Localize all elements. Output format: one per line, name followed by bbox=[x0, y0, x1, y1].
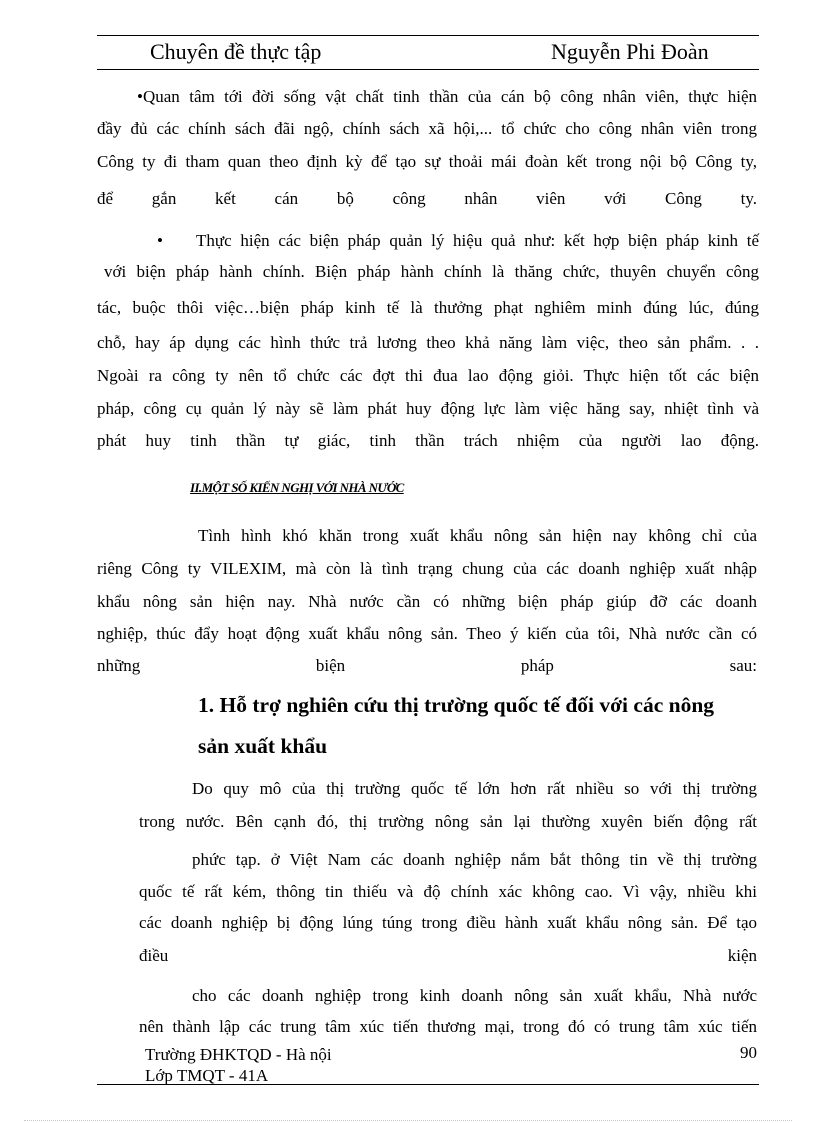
body-line-17: Do quy mô của thị trường quốc tế lớn hơn rất nhiều so với thị trường bbox=[192, 779, 757, 798]
body-line-1: •Quan tâm tới đời sống vật chất tinh thần của cán bộ công nhân viên, thực hiện bbox=[137, 87, 757, 106]
body-line-18: trong nước. Bên cạnh đó, thị trường nông sản lại thường xuyên biến động rất bbox=[139, 812, 757, 831]
subheading-line-1: 1. Hỗ trợ nghiên cứu thị trường quốc tế đối với các nông bbox=[198, 693, 715, 717]
section-heading: II.MỘT SỐ KIẾN NGHỊ VỚI NHÀ NƯỚC bbox=[190, 480, 404, 495]
footer-page-number: 90 bbox=[740, 1043, 757, 1062]
body-line-20: quốc tế rất kém, thông tin thiếu và độ chính xác không cao. Vì vậy, nhiều khi bbox=[139, 882, 757, 901]
subheading-line-2: sản xuất khẩu bbox=[198, 734, 328, 758]
header-left-title: Chuyên đề thực tập bbox=[150, 39, 322, 64]
body-line-9: Ngoài ra công ty nên tổ chức các đợt thi đua lao động giỏi. Thực hiện tốt các biện bbox=[97, 366, 759, 385]
body-line-16: những biện pháp sau: bbox=[97, 656, 757, 675]
page-bottom-dotted-border bbox=[24, 1120, 792, 1121]
body-line-5: Thực hiện các biện pháp quản lý hiệu quả như: kết hợp biện pháp kinh tế bbox=[196, 231, 759, 250]
footer-class: Lớp TMQT - 41A bbox=[145, 1066, 269, 1085]
body-line-21: các doanh nghiệp bị động lúng túng trong điều hành xuất khẩu nông sản. Để tạo bbox=[139, 913, 757, 932]
body-line-23: cho các doanh nghiệp trong kinh doanh nông sản xuất khẩu, Nhà nước bbox=[192, 986, 757, 1005]
header-right-author: Nguyễn Phi Đoàn bbox=[551, 39, 709, 64]
footer-school: Trường ĐHKTQD - Hà nội bbox=[145, 1045, 332, 1064]
body-line-24: nên thành lập các trung tâm xúc tiến thương mại, trong đó có trung tâm xúc tiến bbox=[139, 1017, 757, 1036]
body-line-13: riêng Công ty VILEXIM, mà còn là tình trạng chung của các doanh nghiệp xuất nhập bbox=[97, 559, 757, 578]
header-top-rule bbox=[97, 35, 759, 36]
body-line-11: phát huy tinh thần tự giác, tinh thần trách nhiệm của người lao động. bbox=[97, 431, 759, 450]
footer-rule bbox=[97, 1084, 759, 1085]
body-line-6: với biện pháp hành chính. Biện pháp hành chính là thăng chức, thuyên chuyển công bbox=[104, 262, 759, 281]
body-line-3: Công ty đi tham quan theo định kỳ để tạo sự thoải mái đoàn kết trong nội bộ Công ty, bbox=[97, 152, 757, 171]
body-line-2: đầy đủ các chính sách đãi ngộ, chính sách xã hội,... tổ chức cho công nhân viên trong bbox=[97, 119, 757, 138]
body-line-4: để gắn kết cán bộ công nhân viên với Công ty. bbox=[97, 189, 757, 208]
body-line-10: pháp, công cụ quản lý này sẽ làm phát huy động lực làm việc hăng say, nhiệt tình và bbox=[97, 399, 759, 418]
body-line-15: nghiệp, thúc đẩy hoạt động xuất khẩu nông sản. Theo ý kiến của tôi, Nhà nước cần có bbox=[97, 624, 757, 643]
bullet-marker: • bbox=[157, 231, 163, 250]
body-line-12: Tình hình khó khăn trong xuất khẩu nông sản hiện nay không chỉ của bbox=[198, 526, 757, 545]
body-line-22: điều kiện bbox=[139, 946, 757, 965]
body-line-8: chỗ, hay áp dụng các hình thức trả lương theo khả năng làm việc, theo sản phẩm. . . bbox=[97, 333, 759, 352]
body-line-19: phức tạp. ở Việt Nam các doanh nghiệp nắm bắt thông tin về thị trường bbox=[192, 850, 757, 869]
header-bottom-rule bbox=[97, 69, 759, 70]
body-line-7: tác, buộc thôi việc…biện pháp kinh tế là thưởng phạt nghiêm minh đúng lúc, đúng bbox=[97, 298, 759, 317]
body-line-14: khẩu nông sản hiện nay. Nhà nước cần có những biện pháp giúp đỡ các doanh bbox=[97, 592, 757, 611]
